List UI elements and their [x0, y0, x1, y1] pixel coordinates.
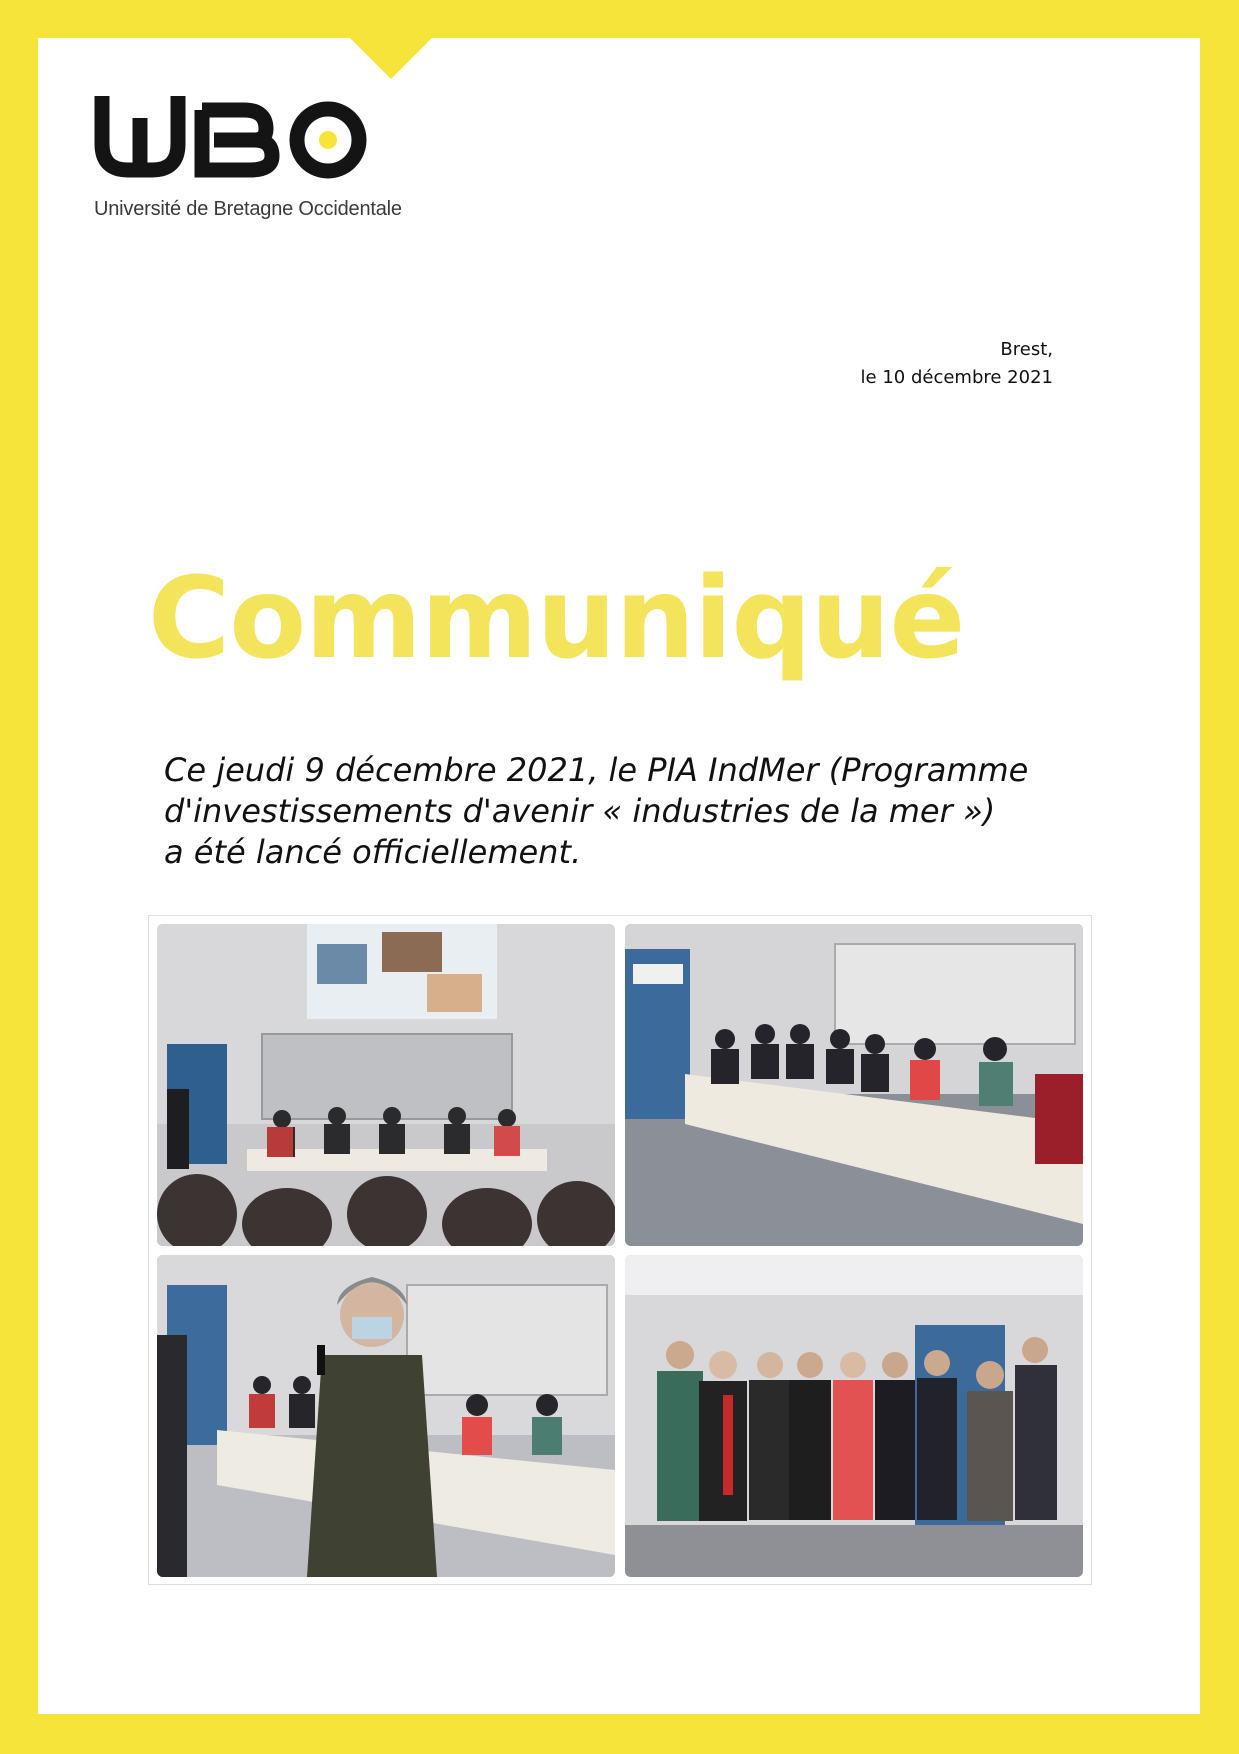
lead-line: d'investissements d'avenir « industries de la mer »): [164, 792, 996, 830]
press-release-page: [38, 38, 1200, 1714]
panel-table-photo: [625, 924, 1083, 1246]
group-portrait-photo: [625, 1255, 1083, 1577]
speaker-microphone-photo: [157, 1255, 615, 1577]
photo-collage: [148, 915, 1092, 1585]
page-title: Communiqué: [148, 554, 965, 684]
conference-room-photo: [157, 924, 615, 1246]
lead-paragraph: [164, 750, 1124, 873]
place-date-block: [861, 336, 1053, 392]
place: Brest,: [1000, 339, 1053, 360]
logo-subtitle: Université de Bretagne Occidentale: [94, 198, 402, 220]
ubo-logo: [94, 96, 402, 236]
date: le 10 décembre 2021: [860, 367, 1053, 388]
top-notch-decoration: [349, 37, 433, 79]
lead-line: Ce jeudi 9 décembre 2021, le PIA IndMer (Programme: [164, 751, 1029, 789]
lead-line: a été lancé officiellement.: [164, 833, 582, 871]
ubo-logo-mark-icon: [94, 96, 394, 196]
